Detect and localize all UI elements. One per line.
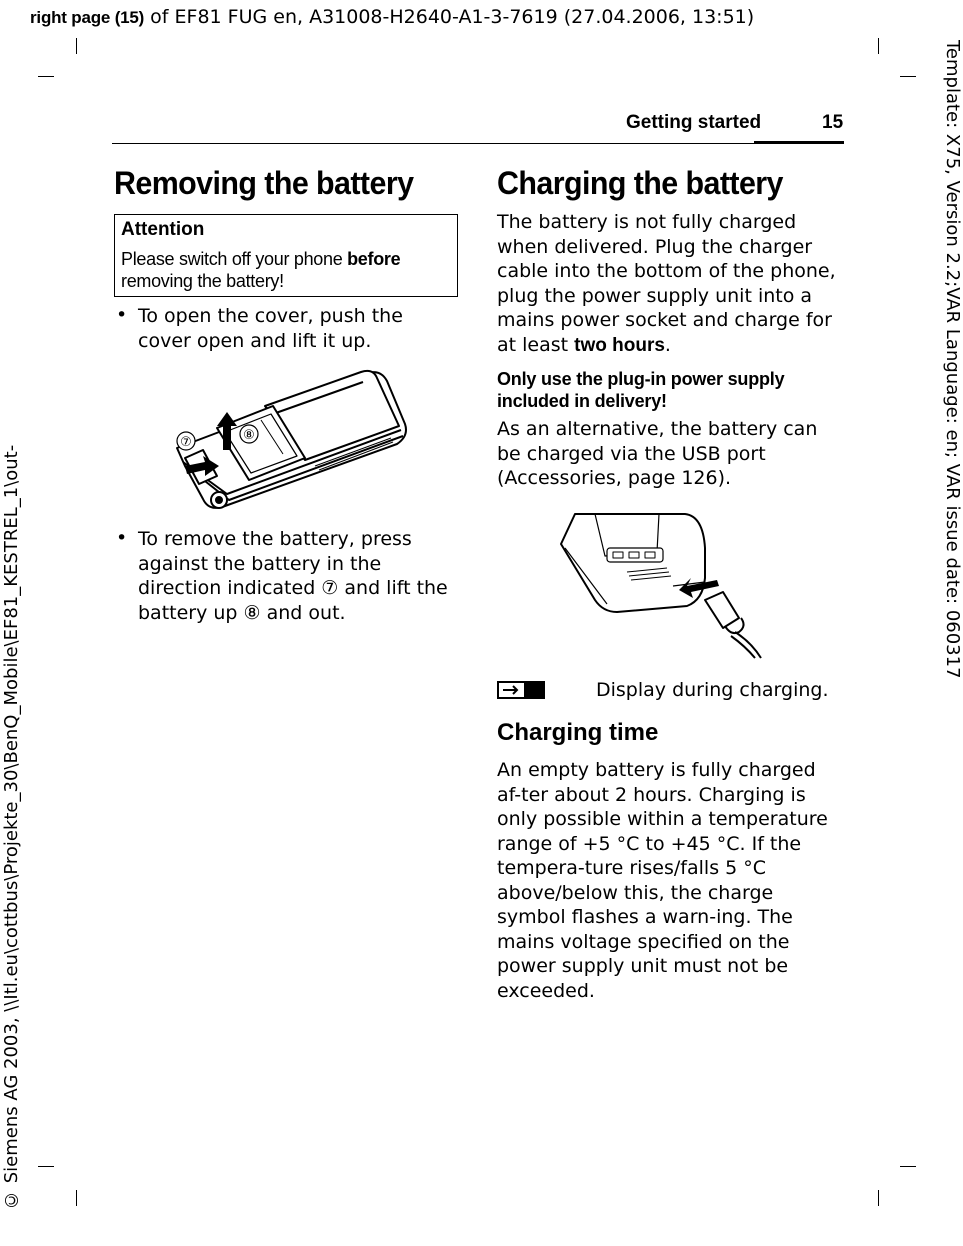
bullet2-part2: and lift the battery up [138,577,448,624]
copyright-path: © Siemens AG 2003, \\Itl.eu\cottbus\Projekte_30\BenQ_Mobile\EF81_KESTREL_1\out- [1,444,22,1210]
crop-mark [900,76,916,77]
usb-alternative-paragraph: As an alternative, the battery can be charged via the USB port (Accessories, page 126). [497,418,818,489]
running-header-section: Getting started [626,112,762,133]
slug-line [30,6,754,28]
attention-box [114,214,458,297]
attention-text-bold: before [347,249,401,269]
page-number: 15 [822,112,844,133]
crop-mark [76,1190,77,1206]
crop-mark [38,76,54,77]
figure-label-7: ⑦ [180,435,192,450]
bullet-remove-battery [138,527,460,625]
attention-text-start: Please switch off your phone [121,249,348,269]
charging-battery-title: Charging the battery [497,165,783,201]
slug-rest: of EF81 FUG en, A31008-H2640-A1-3-7619 (27.04.2006, 13:51) [144,6,755,28]
battery-charging-icon [497,681,547,699]
template-info: Template: X75, Version 2.2;VAR Language: en; VAR issue date: 060317 [942,40,963,679]
para1-text: The battery is not fully charged when delivered. Plug the charger cable into the bottom of the phone, plug the power supply unit into a mains power socket and charge for at least [497,211,836,356]
attention-text [121,248,451,292]
crop-mark [76,38,77,54]
circled-number-7: ⑦ [321,577,339,599]
power-supply-note: Only use the plug-in power supply included in delivery! [497,369,785,411]
header-tab-bar [754,141,844,144]
bullet2-part3: and out. [260,601,346,624]
display-caption: Display during charging. [596,679,829,701]
crop-mark [878,1190,879,1206]
bullet2-part1: To remove the battery, press against the battery in the direction indicated [138,528,412,599]
circled-number-8: ⑧ [243,601,261,624]
para1-bold: two hours [574,334,665,356]
attention-title: Attention [121,219,205,240]
charger-illustration [555,508,770,660]
slug-bold: right page (15) [30,8,145,27]
crop-mark [38,1166,54,1167]
bullet-dot: • [116,527,128,549]
charging-time-paragraph: An empty battery is fully charged af-ter about 2 hours. Charging is only possible within a temperature range of +5 °C to +45 °C. If the tempera-ture rises/falls 5 °C above/below this, the charge symbol flashes a warn-ing. The mains voltage specified on the power supply unit must not be exceeded. [497,759,828,1002]
attention-text-end: removing the battery! [121,271,284,291]
battery-removal-illustration [165,366,410,518]
crop-mark [900,1166,916,1167]
crop-mark [878,38,879,54]
charging-intro-paragraph [497,210,842,358]
para1-end: . [664,333,671,356]
header-rule [112,143,844,144]
figure-label-8: ⑧ [243,428,255,443]
bullet-dot: • [116,304,128,326]
bullet-open-cover: To open the cover, push the cover open and lift it up. [138,305,403,352]
charging-time-heading: Charging time [497,719,659,746]
removing-battery-title: Removing the battery [114,165,414,201]
